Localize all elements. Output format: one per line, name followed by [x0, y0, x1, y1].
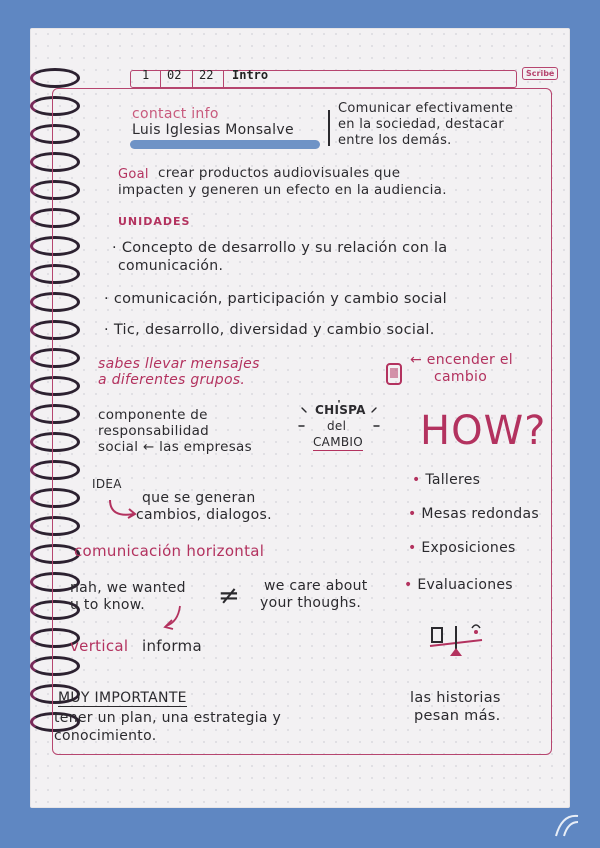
spark-line3: CAMBIO — [313, 435, 363, 449]
idea-line1: que se generan — [142, 490, 256, 506]
arrow-note-line1: ← encender el — [410, 352, 513, 368]
arrow-note-line2: cambio — [434, 369, 488, 385]
how-item-1: • Talleres — [412, 472, 481, 488]
down-arrow-icon — [160, 604, 186, 632]
component-line3: social ← las empresas — [98, 439, 252, 455]
goal-label: Goal — [118, 167, 149, 182]
balance-scale-icon — [428, 620, 488, 660]
unit-item-3: · Tic, desarrollo, diversidad y cambio social. — [104, 322, 435, 338]
contact-note-line2: en la sociedad, destacar — [338, 117, 505, 132]
important-line1: tener un plan, una estrategia y — [54, 710, 282, 726]
important-heading: MUY IMPORTANTE — [58, 690, 187, 706]
component-line2: responsabilidad — [98, 423, 210, 439]
goal-line2: impacten y generen un efecto en la audiencia. — [118, 182, 447, 198]
name-highlight — [130, 140, 320, 149]
messages-line1: sabes llevar mensajes — [98, 356, 260, 372]
horizontal-left-line1: nah, we wanted — [70, 580, 186, 596]
contact-note-line3: entre los demás. — [338, 133, 452, 148]
how-title: HOW? — [420, 408, 547, 454]
horizontal-heading: comunicación horizontal — [74, 542, 265, 560]
date-year: 22 — [199, 68, 214, 82]
curved-arrow-icon — [106, 496, 140, 524]
units-heading: UNIDADES — [118, 215, 191, 228]
date-day: 1 — [142, 68, 150, 82]
component-line1: componente de — [98, 407, 208, 423]
unit-item-1-line2: comunicación. — [118, 258, 224, 274]
horizontal-right-line1: we care about — [264, 578, 368, 594]
stories-line1: las historias — [410, 690, 501, 706]
corner-logo-icon — [552, 812, 582, 838]
horizontal-right-line2: your thoughs. — [260, 595, 362, 611]
vertical-label: vertical — [70, 637, 129, 655]
vertical-text: informa — [142, 637, 202, 655]
spark-line2: del — [327, 419, 347, 433]
idea-label: IDEA — [92, 477, 122, 491]
phone-icon — [384, 362, 404, 386]
brand-logo: Scribe — [522, 67, 558, 80]
stories-line2: pesan más. — [414, 708, 501, 724]
contact-note-line1: Comunicar efectivamente — [338, 101, 514, 116]
how-item-4: • Evaluaciones — [404, 577, 513, 593]
goal-line1: crear productos audiovisuales que — [158, 165, 401, 181]
page-title: Intro — [232, 68, 269, 82]
idea-line2: cambios, dialogos. — [136, 507, 272, 523]
not-equal-sign: ≠ — [218, 581, 241, 611]
date-title-bar — [130, 70, 517, 88]
unit-item-1-line1: · Concepto de desarrollo y su relación con la — [112, 240, 448, 256]
important-line2: conocimiento. — [54, 728, 157, 744]
unit-item-2: · comunicación, participación y cambio social — [104, 291, 447, 307]
horizontal-left-line2: u to know. — [70, 597, 145, 613]
how-item-2: • Mesas redondas — [408, 506, 539, 522]
date-month: 02 — [167, 68, 182, 82]
messages-line2: a diferentes grupos. — [98, 372, 246, 388]
how-item-3: • Exposiciones — [408, 540, 516, 556]
contact-name: Luis Iglesias Monsalve — [132, 122, 294, 138]
spark-line1: CHISPA — [315, 403, 366, 417]
contact-label: contact info — [132, 106, 219, 122]
